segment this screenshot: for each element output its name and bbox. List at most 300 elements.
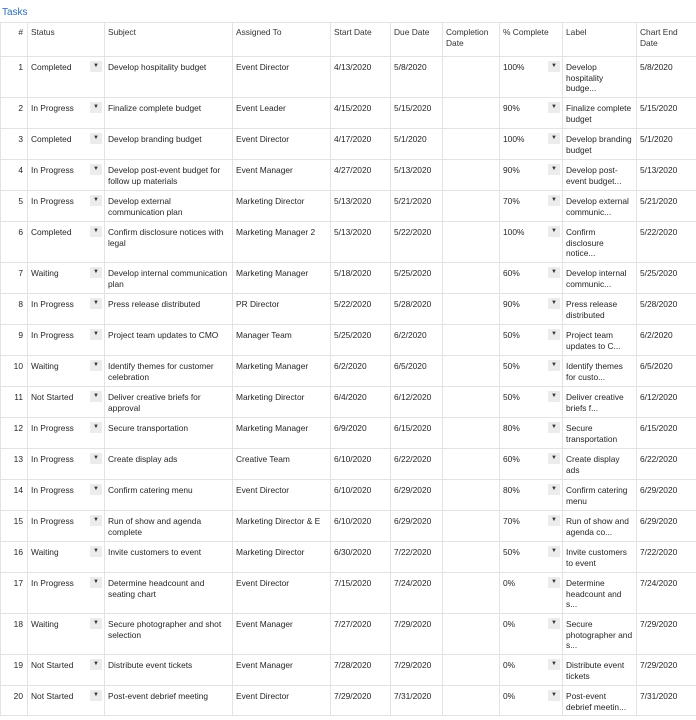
assigned-to-cell[interactable] xyxy=(233,98,331,129)
status-value: Waiting xyxy=(31,361,59,371)
col-header-label[interactable]: Label xyxy=(563,23,637,57)
label-cell[interactable] xyxy=(563,294,637,325)
table-row[interactable] xyxy=(1,614,696,655)
subject-value: Press release distributed xyxy=(108,299,201,309)
subject-cell[interactable] xyxy=(105,222,233,263)
chart-end-date-cell[interactable] xyxy=(637,387,696,418)
dropdown-arrow-icon[interactable]: ▼ xyxy=(548,546,560,557)
dropdown-arrow-icon[interactable]: ▼ xyxy=(90,164,102,175)
dropdown-arrow-icon[interactable]: ▼ xyxy=(548,102,560,113)
start-date-cell[interactable] xyxy=(331,57,391,98)
dropdown-arrow-icon[interactable]: ▼ xyxy=(548,515,560,526)
start-date-cell[interactable] xyxy=(331,542,391,573)
completion-date-cell[interactable] xyxy=(443,325,500,356)
start-date-cell[interactable] xyxy=(331,418,391,449)
status-value: In Progress xyxy=(31,578,74,588)
row-number-cell xyxy=(1,480,28,511)
label-cell[interactable] xyxy=(563,325,637,356)
dropdown-arrow-icon[interactable]: ▼ xyxy=(548,195,560,206)
table-row[interactable] xyxy=(1,511,696,542)
due-date-cell[interactable] xyxy=(391,686,443,716)
due-date-value: 5/1/2020 xyxy=(394,134,427,144)
subject-cell[interactable] xyxy=(105,160,233,191)
dropdown-arrow-icon[interactable]: ▼ xyxy=(90,329,102,340)
dropdown-arrow-icon[interactable]: ▼ xyxy=(90,422,102,433)
completion-date-cell[interactable] xyxy=(443,98,500,129)
subject-cell[interactable] xyxy=(105,573,233,614)
chart-end-date-cell[interactable] xyxy=(637,222,696,263)
start-date-value: 4/17/2020 xyxy=(334,134,372,144)
completion-date-cell[interactable] xyxy=(443,480,500,511)
table-row[interactable] xyxy=(1,356,696,387)
completion-date-cell[interactable] xyxy=(443,129,500,160)
assigned-to-cell[interactable] xyxy=(233,222,331,263)
start-date-value: 5/25/2020 xyxy=(334,330,372,340)
chart-end-date-cell[interactable] xyxy=(637,480,696,511)
chart-end-date-cell[interactable] xyxy=(637,325,696,356)
dropdown-arrow-icon[interactable]: ▼ xyxy=(548,164,560,175)
table-row[interactable] xyxy=(1,480,696,511)
percent-complete-cell[interactable] xyxy=(500,129,563,160)
completion-date-cell[interactable] xyxy=(443,573,500,614)
dropdown-arrow-icon[interactable]: ▼ xyxy=(548,61,560,72)
assigned-to-value: Marketing Director xyxy=(236,392,305,402)
chart-end-date-cell[interactable] xyxy=(637,655,696,686)
due-date-cell[interactable] xyxy=(391,418,443,449)
percent-complete-cell[interactable] xyxy=(500,480,563,511)
label-cell[interactable] xyxy=(563,387,637,418)
percent-complete-cell[interactable] xyxy=(500,325,563,356)
completion-date-cell[interactable] xyxy=(443,511,500,542)
chart-end-date-cell[interactable] xyxy=(637,263,696,294)
completion-date-cell[interactable] xyxy=(443,263,500,294)
status-cell[interactable] xyxy=(28,418,105,449)
label-cell[interactable] xyxy=(563,98,637,129)
start-date-cell[interactable] xyxy=(331,655,391,686)
subject-value: Finalize complete budget xyxy=(108,103,202,113)
due-date-cell[interactable] xyxy=(391,449,443,480)
col-header-subject[interactable]: Subject xyxy=(105,23,233,57)
subject-cell[interactable] xyxy=(105,418,233,449)
percent-complete-cell[interactable] xyxy=(500,222,563,263)
percent-complete-cell[interactable] xyxy=(500,542,563,573)
dropdown-arrow-icon[interactable]: ▼ xyxy=(90,195,102,206)
chart-end-date-cell[interactable] xyxy=(637,511,696,542)
dropdown-arrow-icon[interactable]: ▼ xyxy=(548,577,560,588)
due-date-cell[interactable] xyxy=(391,160,443,191)
col-header-due-date[interactable]: Due Date xyxy=(391,23,443,57)
due-date-cell[interactable] xyxy=(391,573,443,614)
start-date-cell[interactable] xyxy=(331,573,391,614)
assigned-to-cell[interactable] xyxy=(233,263,331,294)
assigned-to-value: Event Director xyxy=(236,134,290,144)
subject-cell[interactable] xyxy=(105,542,233,573)
dropdown-arrow-icon[interactable]: ▼ xyxy=(90,618,102,629)
table-row[interactable] xyxy=(1,57,696,98)
due-date-cell[interactable] xyxy=(391,655,443,686)
start-date-cell[interactable] xyxy=(331,129,391,160)
percent-complete-value: 100% xyxy=(503,134,525,144)
dropdown-arrow-icon[interactable]: ▼ xyxy=(90,298,102,309)
assigned-to-cell[interactable] xyxy=(233,573,331,614)
row-number: 6 xyxy=(18,227,23,237)
table-row[interactable] xyxy=(1,222,696,263)
completion-date-cell[interactable] xyxy=(443,160,500,191)
percent-complete-value: 50% xyxy=(503,547,520,557)
percent-complete-value: 100% xyxy=(503,227,525,237)
start-date-cell[interactable] xyxy=(331,325,391,356)
row-number: 19 xyxy=(13,660,23,670)
assigned-to-cell[interactable] xyxy=(233,542,331,573)
table-row[interactable] xyxy=(1,98,696,129)
percent-complete-cell[interactable] xyxy=(500,57,563,98)
col-header-status[interactable]: Status xyxy=(28,23,105,57)
completion-date-cell[interactable] xyxy=(443,387,500,418)
completion-date-cell[interactable] xyxy=(443,614,500,655)
chart-end-date-value: 5/28/2020 xyxy=(640,299,678,309)
percent-complete-cell[interactable] xyxy=(500,655,563,686)
subject-value: Project team updates to CMO xyxy=(108,330,219,340)
chart-end-date-cell[interactable] xyxy=(637,191,696,222)
percent-complete-value: 60% xyxy=(503,268,520,278)
status-cell[interactable] xyxy=(28,57,105,98)
chart-end-date-cell[interactable] xyxy=(637,356,696,387)
due-date-cell[interactable] xyxy=(391,191,443,222)
chart-end-date-cell[interactable] xyxy=(637,418,696,449)
percent-complete-cell[interactable] xyxy=(500,573,563,614)
label-cell[interactable] xyxy=(563,129,637,160)
due-date-value: 7/22/2020 xyxy=(394,547,432,557)
percent-complete-cell[interactable] xyxy=(500,418,563,449)
table-row[interactable] xyxy=(1,129,696,160)
label-cell[interactable] xyxy=(563,263,637,294)
due-date-cell[interactable] xyxy=(391,356,443,387)
label-cell[interactable] xyxy=(563,614,637,655)
row-number: 20 xyxy=(13,691,23,701)
dropdown-arrow-icon[interactable]: ▼ xyxy=(90,659,102,670)
status-cell[interactable] xyxy=(28,325,105,356)
percent-complete-value: 0% xyxy=(503,691,516,701)
assigned-to-cell[interactable] xyxy=(233,449,331,480)
completion-date-cell[interactable] xyxy=(443,356,500,387)
dropdown-arrow-icon[interactable]: ▼ xyxy=(90,577,102,588)
percent-complete-cell[interactable] xyxy=(500,387,563,418)
subject-cell[interactable] xyxy=(105,191,233,222)
status-cell[interactable] xyxy=(28,511,105,542)
row-number: 12 xyxy=(13,423,23,433)
chart-end-date-cell[interactable] xyxy=(637,294,696,325)
dropdown-arrow-icon[interactable]: ▼ xyxy=(90,690,102,701)
start-date-cell[interactable] xyxy=(331,449,391,480)
col-header-chart-end-date[interactable]: Chart End Date xyxy=(637,23,696,57)
subject-cell[interactable] xyxy=(105,294,233,325)
status-cell[interactable] xyxy=(28,387,105,418)
assigned-to-cell[interactable] xyxy=(233,418,331,449)
assigned-to-cell[interactable] xyxy=(233,614,331,655)
chart-end-date-value: 5/25/2020 xyxy=(640,268,678,278)
due-date-cell[interactable] xyxy=(391,387,443,418)
dropdown-arrow-icon[interactable]: ▼ xyxy=(90,546,102,557)
percent-complete-cell[interactable] xyxy=(500,263,563,294)
label-cell[interactable] xyxy=(563,686,637,716)
completion-date-cell[interactable] xyxy=(443,294,500,325)
percent-complete-cell[interactable] xyxy=(500,356,563,387)
subject-cell[interactable] xyxy=(105,98,233,129)
assigned-to-cell[interactable] xyxy=(233,686,331,716)
start-date-value: 6/10/2020 xyxy=(334,485,372,495)
status-cell[interactable] xyxy=(28,191,105,222)
assigned-to-cell[interactable] xyxy=(233,129,331,160)
row-number-cell xyxy=(1,418,28,449)
table-row[interactable] xyxy=(1,160,696,191)
completion-date-cell[interactable] xyxy=(443,542,500,573)
dropdown-arrow-icon[interactable]: ▼ xyxy=(90,267,102,278)
completion-date-cell[interactable] xyxy=(443,191,500,222)
label-cell[interactable] xyxy=(563,542,637,573)
start-date-cell[interactable] xyxy=(331,263,391,294)
status-cell[interactable] xyxy=(28,655,105,686)
chart-end-date-cell[interactable] xyxy=(637,614,696,655)
dropdown-arrow-icon[interactable]: ▼ xyxy=(548,391,560,402)
due-date-cell[interactable] xyxy=(391,263,443,294)
start-date-cell[interactable] xyxy=(331,511,391,542)
subject-cell[interactable] xyxy=(105,686,233,716)
start-date-cell[interactable] xyxy=(331,686,391,716)
subject-cell[interactable] xyxy=(105,57,233,98)
percent-complete-cell[interactable] xyxy=(500,160,563,191)
chart-end-date-cell[interactable] xyxy=(637,542,696,573)
table-row[interactable] xyxy=(1,294,696,325)
table-row[interactable] xyxy=(1,686,696,716)
dropdown-arrow-icon[interactable]: ▼ xyxy=(548,484,560,495)
subject-cell[interactable] xyxy=(105,480,233,511)
label-cell[interactable] xyxy=(563,655,637,686)
status-cell[interactable] xyxy=(28,480,105,511)
table-row[interactable] xyxy=(1,542,696,573)
col-header-percent-complete[interactable]: % Complete xyxy=(500,23,563,57)
subject-cell[interactable] xyxy=(105,511,233,542)
dropdown-arrow-icon[interactable]: ▼ xyxy=(90,133,102,144)
dropdown-arrow-icon[interactable]: ▼ xyxy=(548,226,560,237)
assigned-to-cell[interactable] xyxy=(233,57,331,98)
percent-complete-value: 50% xyxy=(503,392,520,402)
status-cell[interactable] xyxy=(28,129,105,160)
status-value: Waiting xyxy=(31,547,59,557)
assigned-to-cell[interactable] xyxy=(233,387,331,418)
due-date-cell[interactable] xyxy=(391,614,443,655)
start-date-value: 7/15/2020 xyxy=(334,578,372,588)
subject-value: Secure photographer and shot selection xyxy=(108,619,222,640)
dropdown-arrow-icon[interactable]: ▼ xyxy=(90,515,102,526)
table-row[interactable] xyxy=(1,191,696,222)
dropdown-arrow-icon[interactable]: ▼ xyxy=(90,484,102,495)
due-date-cell[interactable] xyxy=(391,222,443,263)
due-date-value: 5/13/2020 xyxy=(394,165,432,175)
percent-complete-cell[interactable] xyxy=(500,98,563,129)
dropdown-arrow-icon[interactable]: ▼ xyxy=(548,453,560,464)
dropdown-arrow-icon[interactable]: ▼ xyxy=(548,422,560,433)
label-value: Project team updates to C... xyxy=(566,330,621,351)
assigned-to-value: Marketing Manager xyxy=(236,423,309,433)
table-row[interactable] xyxy=(1,387,696,418)
dropdown-arrow-icon[interactable]: ▼ xyxy=(548,298,560,309)
dropdown-arrow-icon[interactable]: ▼ xyxy=(548,133,560,144)
dropdown-arrow-icon[interactable]: ▼ xyxy=(90,61,102,72)
dropdown-arrow-icon[interactable]: ▼ xyxy=(548,659,560,670)
col-header-num[interactable]: # xyxy=(1,23,28,57)
status-cell[interactable] xyxy=(28,449,105,480)
status-cell[interactable] xyxy=(28,614,105,655)
label-cell[interactable] xyxy=(563,191,637,222)
row-number: 4 xyxy=(18,165,23,175)
row-number-cell xyxy=(1,542,28,573)
completion-date-cell[interactable] xyxy=(443,655,500,686)
due-date-cell[interactable] xyxy=(391,325,443,356)
chart-end-date-cell[interactable] xyxy=(637,686,696,716)
table-row[interactable] xyxy=(1,449,696,480)
assigned-to-value: Marketing Director & E xyxy=(236,516,321,526)
chart-end-date-cell[interactable] xyxy=(637,160,696,191)
chart-end-date-value: 7/29/2020 xyxy=(640,660,678,670)
status-cell[interactable] xyxy=(28,573,105,614)
label-cell[interactable] xyxy=(563,222,637,263)
completion-date-cell[interactable] xyxy=(443,222,500,263)
assigned-to-cell[interactable] xyxy=(233,655,331,686)
chart-end-date-value: 7/22/2020 xyxy=(640,547,678,557)
assigned-to-cell[interactable] xyxy=(233,191,331,222)
due-date-cell[interactable] xyxy=(391,57,443,98)
chart-end-date-cell[interactable] xyxy=(637,98,696,129)
assigned-to-cell[interactable] xyxy=(233,160,331,191)
due-date-cell[interactable] xyxy=(391,542,443,573)
assigned-to-cell[interactable] xyxy=(233,511,331,542)
completion-date-cell[interactable] xyxy=(443,57,500,98)
label-cell[interactable] xyxy=(563,480,637,511)
table-row[interactable] xyxy=(1,418,696,449)
dropdown-arrow-icon[interactable]: ▼ xyxy=(548,618,560,629)
table-row[interactable] xyxy=(1,655,696,686)
label-cell[interactable] xyxy=(563,573,637,614)
label-cell[interactable] xyxy=(563,160,637,191)
label-cell[interactable] xyxy=(563,356,637,387)
percent-complete-value: 90% xyxy=(503,103,520,113)
dropdown-arrow-icon[interactable]: ▼ xyxy=(90,360,102,371)
due-date-cell[interactable] xyxy=(391,511,443,542)
due-date-value: 5/28/2020 xyxy=(394,299,432,309)
percent-complete-cell[interactable] xyxy=(500,191,563,222)
dropdown-arrow-icon[interactable]: ▼ xyxy=(90,391,102,402)
start-date-value: 6/10/2020 xyxy=(334,454,372,464)
status-value: Waiting xyxy=(31,619,59,629)
percent-complete-cell[interactable] xyxy=(500,614,563,655)
chart-end-date-cell[interactable] xyxy=(637,57,696,98)
chart-end-date-cell[interactable] xyxy=(637,129,696,160)
status-cell[interactable] xyxy=(28,263,105,294)
subject-cell[interactable] xyxy=(105,655,233,686)
percent-complete-cell[interactable] xyxy=(500,686,563,716)
start-date-cell[interactable] xyxy=(331,356,391,387)
start-date-cell[interactable] xyxy=(331,480,391,511)
completion-date-cell[interactable] xyxy=(443,449,500,480)
label-cell[interactable] xyxy=(563,449,637,480)
label-cell[interactable] xyxy=(563,418,637,449)
assigned-to-value: Manager Team xyxy=(236,330,292,340)
status-cell[interactable] xyxy=(28,686,105,716)
start-date-value: 7/29/2020 xyxy=(334,691,372,701)
table-row[interactable] xyxy=(1,263,696,294)
label-cell[interactable] xyxy=(563,511,637,542)
assigned-to-cell[interactable] xyxy=(233,325,331,356)
dropdown-arrow-icon[interactable]: ▼ xyxy=(90,102,102,113)
assigned-to-cell[interactable] xyxy=(233,480,331,511)
dropdown-arrow-icon[interactable]: ▼ xyxy=(548,329,560,340)
subject-cell[interactable] xyxy=(105,263,233,294)
due-date-cell[interactable] xyxy=(391,294,443,325)
percent-complete-cell[interactable] xyxy=(500,511,563,542)
col-header-completion-date[interactable]: Completion Date xyxy=(443,23,500,57)
status-cell[interactable] xyxy=(28,222,105,263)
table-row[interactable] xyxy=(1,573,696,614)
label-cell[interactable] xyxy=(563,57,637,98)
subject-cell[interactable] xyxy=(105,449,233,480)
label-value: Run of show and agenda co... xyxy=(566,516,629,537)
start-date-cell[interactable] xyxy=(331,294,391,325)
subject-cell[interactable] xyxy=(105,614,233,655)
subject-cell[interactable] xyxy=(105,356,233,387)
start-date-cell[interactable] xyxy=(331,614,391,655)
start-date-cell[interactable] xyxy=(331,98,391,129)
subject-cell[interactable] xyxy=(105,129,233,160)
assigned-to-cell[interactable] xyxy=(233,294,331,325)
completion-date-cell[interactable] xyxy=(443,418,500,449)
dropdown-arrow-icon[interactable]: ▼ xyxy=(548,360,560,371)
label-value: Develop hospitality budge... xyxy=(566,62,604,93)
dropdown-arrow-icon[interactable]: ▼ xyxy=(548,267,560,278)
status-cell[interactable] xyxy=(28,356,105,387)
start-date-cell[interactable] xyxy=(331,160,391,191)
chart-end-date-cell[interactable] xyxy=(637,449,696,480)
assigned-to-value: Event Director xyxy=(236,485,290,495)
start-date-cell[interactable] xyxy=(331,191,391,222)
col-header-start-date[interactable]: Start Date xyxy=(331,23,391,57)
due-date-cell[interactable] xyxy=(391,98,443,129)
percent-complete-cell[interactable] xyxy=(500,449,563,480)
status-cell[interactable] xyxy=(28,542,105,573)
status-cell[interactable] xyxy=(28,294,105,325)
dropdown-arrow-icon[interactable]: ▼ xyxy=(90,226,102,237)
dropdown-arrow-icon[interactable]: ▼ xyxy=(90,453,102,464)
assigned-to-value: Marketing Director xyxy=(236,547,305,557)
dropdown-arrow-icon[interactable]: ▼ xyxy=(548,690,560,701)
percent-complete-cell[interactable] xyxy=(500,294,563,325)
assigned-to-cell[interactable] xyxy=(233,356,331,387)
col-header-assigned-to[interactable]: Assigned To xyxy=(233,23,331,57)
status-cell[interactable] xyxy=(28,98,105,129)
page-title[interactable]: Tasks xyxy=(2,7,28,18)
subject-cell[interactable] xyxy=(105,325,233,356)
table-row[interactable] xyxy=(1,325,696,356)
due-date-cell[interactable] xyxy=(391,129,443,160)
start-date-cell[interactable] xyxy=(331,222,391,263)
chart-end-date-cell[interactable] xyxy=(637,573,696,614)
start-date-cell[interactable] xyxy=(331,387,391,418)
label-value: Confirm disclosure notice... xyxy=(566,227,604,258)
row-number: 17 xyxy=(13,578,23,588)
status-cell[interactable] xyxy=(28,160,105,191)
subject-cell[interactable] xyxy=(105,387,233,418)
completion-date-cell[interactable] xyxy=(443,686,500,716)
due-date-cell[interactable] xyxy=(391,480,443,511)
